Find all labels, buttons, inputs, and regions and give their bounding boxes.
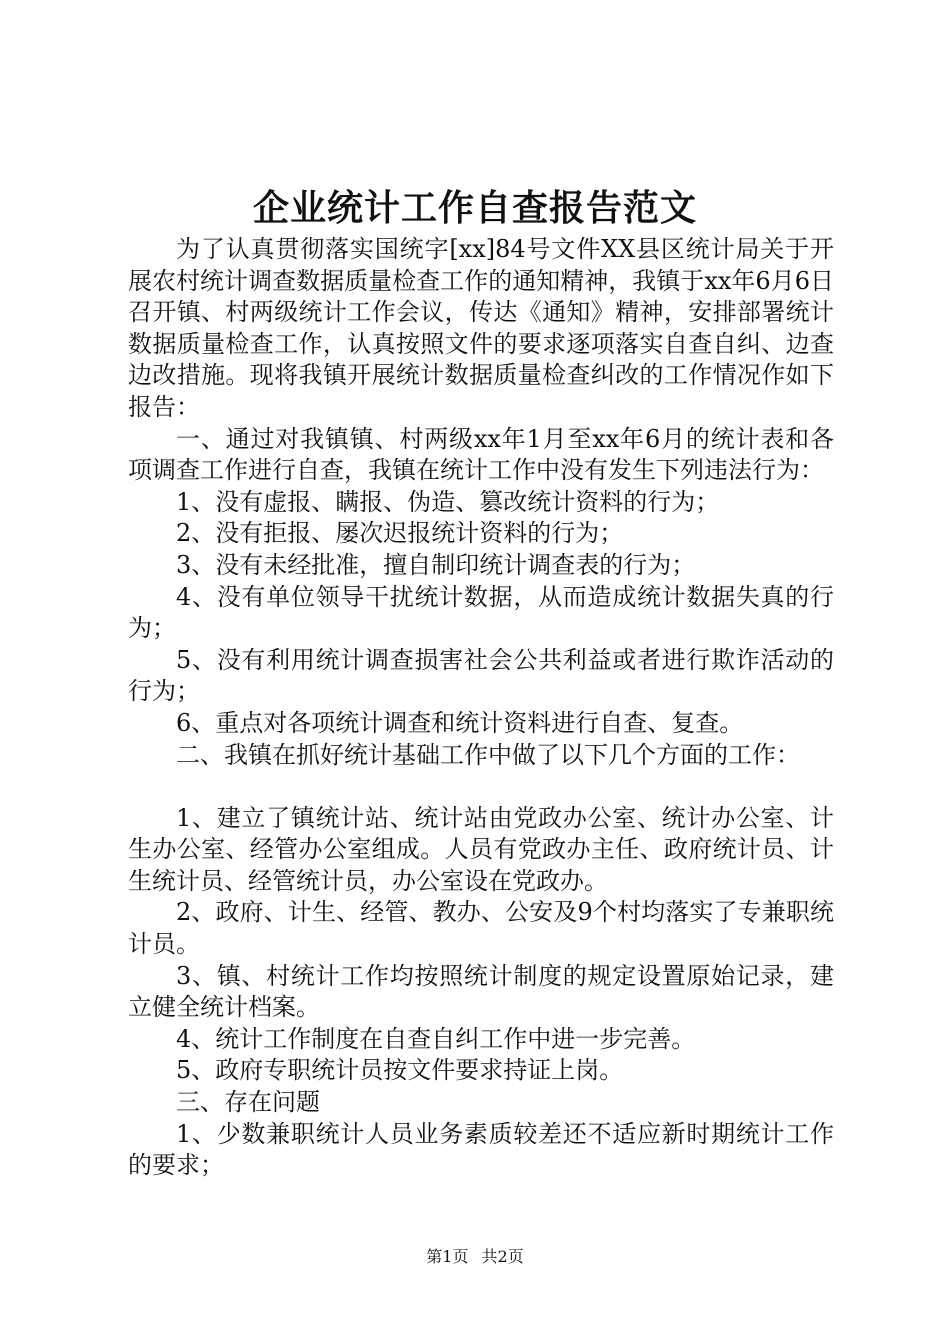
page-footer (0, 1246, 950, 1268)
paragraph-item-5: 5、没有利用统计调查损害社会公共利益或者进行欺诈活动的行为； (128, 645, 834, 706)
page-number: 第1页 (426, 1247, 469, 1266)
paragraph-section-1: 一、通过对我镇镇、村两级xx年1月至xx年6月的统计表和各项调查工作进行自查，我镇在统计工作中没有发生下列违法行为： (128, 424, 834, 485)
paragraph-work-3: 3、镇、村统计工作均按照统计制度的规定设置原始记录，建立健全统计档案。 (128, 961, 834, 1022)
paragraph-item-1: 1、没有虚报、瞒报、伪造、篡改统计资料的行为； (176, 487, 720, 516)
document-body (128, 234, 834, 1182)
paragraph-intro: 为了认真贯彻落实国统字[xx]84号文件XX县区统计局关于开展农村统计调查数据质量检查工作的通知精神，我镇于xx年6月6日召开镇、村两级统计工作会议，传达《通知》精神，安排部署统计数据质量检查工作，认真按照文件的要求逐项落实自查自纠、边查边改措施。现将我镇开展统计数据质量检查纠改的工作情况作如下报告： (128, 235, 834, 421)
paragraph-section-3: 三、存在问题 (176, 1088, 320, 1117)
page-total: 共2页 (481, 1247, 524, 1266)
paragraph-item-3: 3、没有未经批准，擅自制印统计调查表的行为； (176, 550, 696, 579)
paragraph-work-5: 5、政府专职统计员按文件要求持证上岗。 (176, 1056, 624, 1085)
paragraph-work-2: 2、政府、计生、经管、教办、公安及9个村均落实了专兼职统计员。 (128, 898, 834, 959)
paragraph-problem-1: 1、少数兼职统计人员业务素质较差还不适应新时期统计工作的要求； (128, 1119, 834, 1180)
paragraph-item-6: 6、重点对各项统计调查和统计资料进行自查、复查。 (176, 708, 744, 737)
paragraph-section-2: 二、我镇在抓好统计基础工作中做了以下几个方面的工作： (176, 740, 800, 769)
document-title: 企业统计工作自查报告范文 (252, 187, 697, 229)
paragraph-work-4: 4、统计工作制度在自查自纠工作中进一步完善。 (176, 1024, 696, 1053)
paragraph-work-1: 1、建立了镇统计站、统计站由党政办公室、统计办公室、计生办公室、经管办公室组成。人员有党政办主任、政府统计员、计生统计员、经管统计员，办公室设在党政办。 (128, 803, 834, 895)
paragraph-item-4: 4、没有单位领导干扰统计数据，从而造成统计数据失真的行为； (128, 582, 834, 643)
paragraph-item-2: 2、没有拒报、屡次迟报统计资料的行为； (176, 519, 624, 548)
